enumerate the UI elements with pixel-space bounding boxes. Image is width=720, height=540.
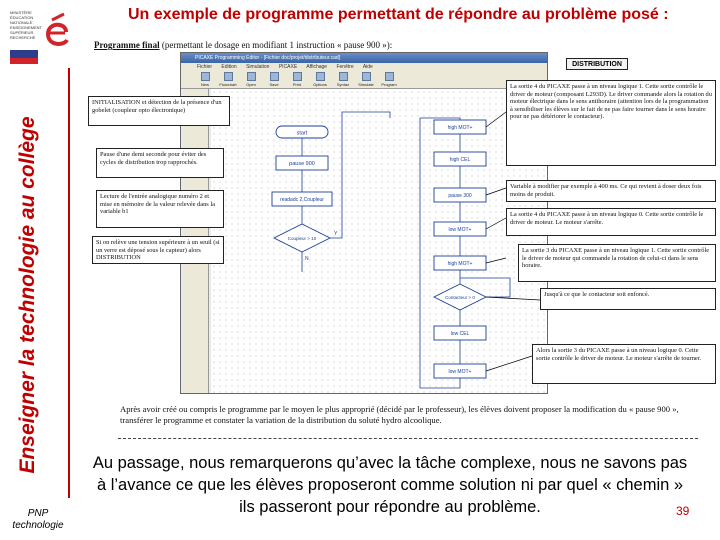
note-pause: Pause d'une demi seconde pour éviter des cycles de distribution trop rapprochés.	[96, 148, 224, 178]
e-logo-icon	[42, 8, 72, 48]
ministry-logo-text: MINISTÈRE ÉDUCATION NATIONALE ENSEIGNEMENT SUPÉRIEUR RECHERCHE	[10, 10, 42, 40]
document-paragraph: Après avoir créé ou compris le programme par le moyen le plus approprié (décidé par le professeur), les élèves doivent proposer la modification du « pause 900 », transférer le programme et constater la variation de la distribution du soluté hydro alcoolique.	[120, 404, 679, 425]
high-mot-label: high MOT+	[447, 125, 473, 131]
note-contacteur: Jusqu'à ce que le contacteur soit enfoncé.	[540, 288, 716, 310]
heading-rest: (permettant le dosage en modifiant 1 instruction « pause 900 »):	[159, 40, 393, 50]
pnp-footer	[8, 508, 68, 532]
pause-300-label: pause 300	[448, 193, 472, 199]
menu-item[interactable]: Fenêtre	[336, 64, 354, 70]
toolbar-button-open[interactable]: Open	[241, 72, 261, 88]
toolbar-button-options[interactable]: Options	[310, 72, 330, 88]
ministry-logo	[6, 4, 62, 62]
note-sortie4: La sortie 4 du PICAXE passe à un niveau logique 1. Cette sortie contrôle le driver de moteur (composant L293D). Le driver commande alors la rotation du moteur électrique dans le sens antihoraire (attention lors de la programmation à sensibiliser les élèves sur le fait de ne pas faire tourner dans le sens horaire pour ne pas détériorer le contacteur).	[506, 80, 716, 166]
page-number: 39	[676, 504, 690, 518]
high-mot-2-label: high MOT+	[447, 261, 473, 267]
menu-item[interactable]: Aide	[362, 64, 373, 70]
vertical-title: Enseigner la technologie au collège	[16, 116, 39, 474]
toolbar-button-flowchart[interactable]: Flowchart	[218, 72, 238, 88]
toolbar-button-program[interactable]: Program	[379, 72, 399, 88]
note-lecture: Lecture de l'entrée analogique numéro 2 et mise en mémoire de la valeur relevée dans la variable b1	[96, 190, 224, 228]
no-label: N	[305, 256, 309, 262]
pnp-label: PNP	[27, 508, 49, 519]
technologie-label: technologie	[12, 520, 64, 531]
menu-item[interactable]: Affichage	[306, 64, 328, 70]
note-sortie4b: La sortie 4 du PICAXE passe à un niveau logique 0. Cette sortie contrôle le driver de moteur. Le moteur s'arrête.	[506, 208, 716, 236]
note-seuil: Si on relève une tension supérieure à un seuil (si un verre est déposé sous le capteur) alors DISTRIBUTION	[92, 236, 224, 264]
low-cel-label: low CEL	[450, 331, 470, 337]
note-sortie3b: Alors la sortie 3 du PICAXE passe à un niveau logique 0. Cette sortie contrôle le driver de moteur. Le moteur s'arrête de tourner.	[532, 344, 716, 384]
menu-item[interactable]: Simulation	[246, 64, 270, 70]
dashed-divider	[118, 438, 698, 439]
decision-contacteur-label: Contacteur > 0	[445, 295, 475, 300]
high-cel-label: high CEL	[449, 157, 471, 163]
left-band	[0, 0, 72, 540]
pause-900-label: pause 900	[289, 161, 315, 167]
menu-item[interactable]: Fichier	[197, 64, 213, 70]
toolbar-button-print[interactable]: Print	[287, 72, 307, 88]
menu-item[interactable]: Edition	[221, 64, 237, 70]
toolbar-button-new[interactable]: New	[195, 72, 215, 88]
flowchart-diagram	[180, 52, 548, 394]
yes-label: Y	[334, 231, 338, 237]
document-heading	[94, 40, 392, 50]
left-divider	[68, 68, 70, 498]
readadc-label: readadc 2,Coupleur	[280, 197, 324, 203]
flag-red-band	[10, 58, 38, 64]
note-variable: Variable à modifier par exemple à 400 ms. Ce qui revient à doser deux fois moins de produit.	[506, 180, 716, 202]
flag-blue-band	[10, 50, 38, 58]
bottom-commentary: Au passage, nous remarquerons qu’avec la tâche complexe, nous ne savons pas à l’avance ce que les élèves proposeront comme solution ni par quel « chemin » ils passeront pour répondre au problème.	[92, 454, 688, 516]
decision-coupleur-label: Coupleur > 10	[287, 236, 317, 241]
note-sortie3: La sortie 3 du PICAXE passe à un niveau logique 1. Cette sortie contrôle le driver de moteur qui commande la rotation de celui-ci dans le sens horaire.	[518, 244, 716, 282]
toolbar-button-syntax[interactable]: Syntax	[333, 72, 353, 88]
page-title: Un exemple de programme permettant de répondre au problème posé :	[128, 6, 669, 23]
editor-window-title: PICAXE Programming Editor - [Fichier doc/projet/distributeur.cad]	[181, 53, 547, 63]
low-mot-2-label: low MOT+	[448, 369, 472, 375]
note-initialisation: INITIALISATION et détection de la présence d'un gobelet (coupleur opto électronique)	[88, 96, 230, 126]
distribution-label: DISTRIBUTION	[566, 58, 628, 70]
start-label: start	[296, 130, 308, 137]
menu-item[interactable]: PICAXE	[278, 64, 298, 70]
heading-bold: Programme final	[94, 40, 160, 50]
toolbar-button-save[interactable]: Save	[264, 72, 284, 88]
low-mot-label: low MOT+	[448, 227, 472, 233]
toolbar-button-simulate[interactable]: Simulate	[356, 72, 376, 88]
